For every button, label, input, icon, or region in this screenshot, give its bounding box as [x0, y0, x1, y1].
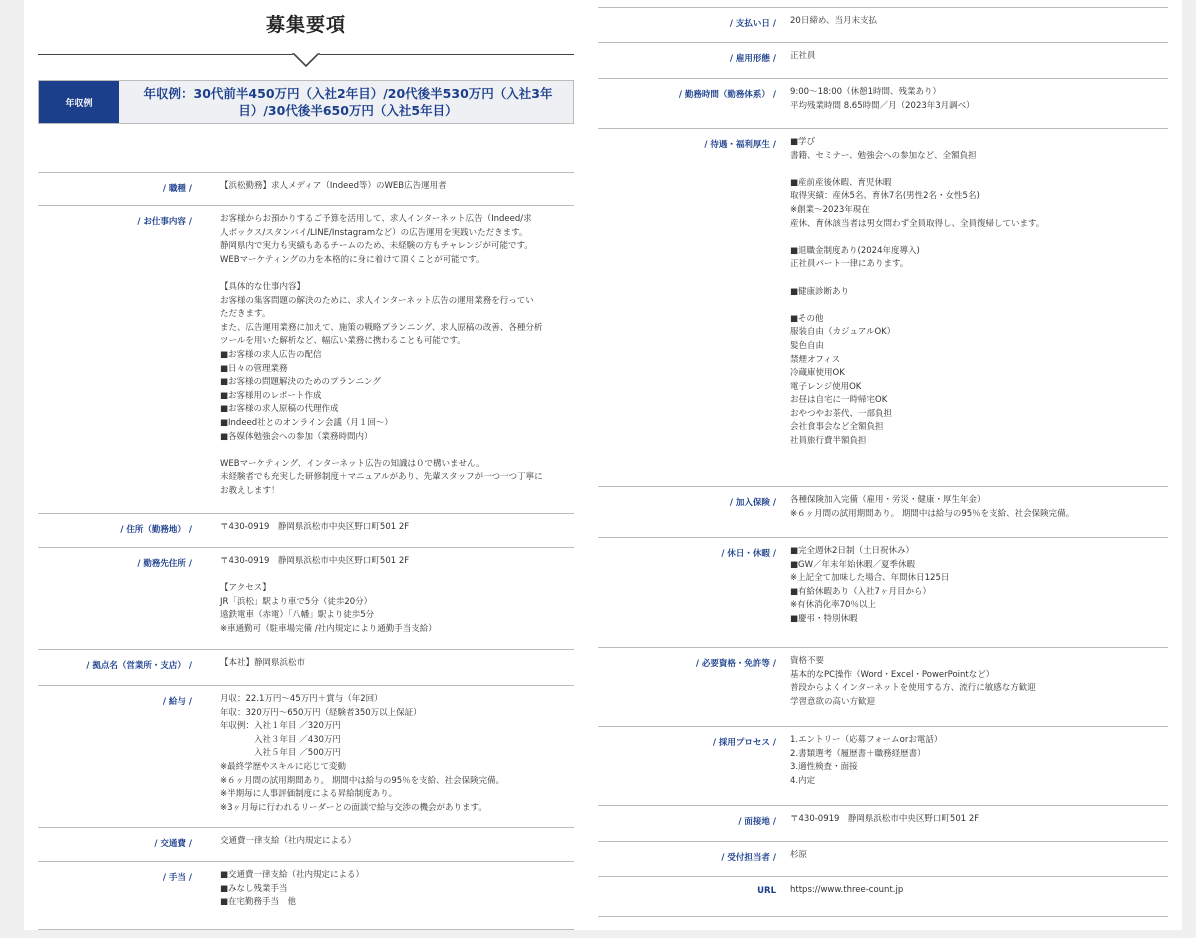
row-label: / 手当 /	[162, 873, 192, 883]
table-row	[598, 79, 1168, 129]
row-value: 正社員	[790, 51, 816, 61]
left-column	[38, 0, 574, 908]
table-row	[598, 487, 1168, 538]
title-divider	[38, 44, 574, 64]
row-value: 各種保険加入完備（雇用・労災・健康・厚生年金） ※６ヶ月間の試用期間あり。 期間中は給与の95％を支給、社会保険完備。	[790, 495, 1075, 519]
table-row	[598, 129, 1168, 487]
table-row	[598, 877, 1168, 917]
row-value: 【本社】静岡県浜松市	[220, 658, 306, 668]
row-label: / 必要資格・免許等 /	[695, 659, 776, 669]
page-title: 募集要項	[265, 14, 346, 36]
salary-highlight	[38, 80, 574, 124]
row-value: ■交通費一律支給（社内規定による） ■みなし残業手当 ■在宅勤務手当 他	[220, 870, 365, 908]
table-row	[598, 43, 1168, 79]
chevron-down-icon	[292, 52, 320, 68]
row-label: / 加入保険 /	[729, 498, 776, 508]
row-value: 月収：22.1万円〜45万円＋賞与（年2回） 年収：320万円〜650万円（経験者350万以上保証） 年収例：入社１年目 ／320万円 入社３年目 ／430万円 入社５年目 ／500万円 ※最終学歴やスキルに応じて変動 ※６ヶ月間の試用期間あり。 期間中は給与の95％を支給、社会保険完備。 ※半期毎に人事評価制度による昇給制度あり。 ※3ヶ月毎に行われるリーダーとの面談で給与交渉の機会があります。	[220, 694, 505, 813]
row-value: お客様からお預かりするご予算を活用して、求人インターネット広告（Indeed/求 人ボックス/スタンバイ/LINE/Instagramなど）の広告運用を実践いただきます。 静岡県内で実力も実績もあるチームのため、未経験の方もチャレンジが可能です。 WEBマーケティングの力を本格的に身に着けて頂くことが可能です。 【具体的な仕事内容】 お客様の集客問題の解決のために、求人インターネット広告の運用業務を行ってい ただきます。 また、広告運用業務に加えて、施策の戦略プランニング、求人原稿の改善、各種分析 ツールを用いた解析など、幅広い業務に携わることも可能です。 ■お客様の求人広告の配信 ■日々の管理業務 ■お客様の問題解決のためのプランニング ■お客様用のレポート作成 ■お客様の求人原稿の代理作成 ■Indeed社とのオンライン会議（月１回〜） ■各媒体勉強会への参加（業務時間内） WEBマーケティング、インターネット広告の知識は０で構いません。 未経験者でも充実した研修制度＋マニュアルがあり、先輩スタッフが一つ一つ丁寧に お教えします！	[220, 214, 543, 496]
row-label: / 待遇・福利厚生 /	[704, 140, 776, 150]
row-value: 〒430-0919 静岡県浜松市中央区野口町501 2F	[220, 522, 410, 532]
row-label: / 休日・休暇 /	[721, 549, 776, 559]
table-row	[38, 650, 574, 686]
row-value: 〒430-0919 静岡県浜松市中央区野口町501 2F 【アクセス】 JR「浜松」駅より車で5分（徒歩20分） 遠鉄電車（赤電）「八幡」駅より徒歩5分 ※車通勤可（駐車場完備 /社内規定により通勤手当支給）	[220, 556, 437, 634]
row-value: 〒430-0919 静岡県浜松市中央区野口町501 2F	[790, 814, 980, 824]
row-value: 20日締め、当月末支払	[790, 16, 877, 26]
row-value: ■完全週休2日制（土日祝休み） ■GW／年末年始休暇／夏季休暇 ※上記全て加味した場合、年間休日125日 ■有給休暇あり（入社7ヶ月目から） ※有休消化率70％以上 ■慶弔・特別休暇	[790, 546, 950, 624]
page	[24, 0, 1182, 930]
table-row	[598, 727, 1168, 806]
row-label: / 採用プロセス /	[712, 738, 776, 748]
row-value: 9:00〜18:00（休憩1時間、残業あり） 平均残業時間 8.65時間／月（2023年3月調べ）	[790, 87, 975, 111]
row-label: / 受付担当者 /	[721, 853, 776, 863]
row-value: 杉原	[790, 850, 808, 860]
row-label: / 支払い日 /	[729, 19, 776, 29]
row-label: / 勤務先住所 /	[137, 559, 192, 569]
row-label: / 給与 /	[162, 697, 192, 707]
row-label: / お仕事内容 /	[137, 217, 192, 227]
row-value: 【浜松勤務】求人メディア（Indeed等）のWEB広告運用者	[220, 181, 447, 191]
row-value: ■学び 書籍、セミナー、勉強会への参加など、全額負担 ■産前産後休暇、育児休暇 取得実績：産休5名、育休7名(男性2名・女性5名) ※創業〜2023年現在 産休、育休該当者は男女問わず全員取得し、全員復帰しています。 ■退職金制度あり(2024年度導入) 正社員パート一律にあります。 ■健康診断あり ■その他 服装自由（カジュアルOK） 髪色自由 禁煙オフィス 冷蔵庫使用OK 電子レンジ使用OK お昼は自宅に一時帰宅OK おやつやお茶代、一部負担 会社食事会など全額負担 社員旅行費半額負担	[790, 137, 1045, 447]
table-row	[38, 514, 574, 548]
row-label: / 勤務時間（勤務体系） /	[678, 90, 776, 100]
row-value: https://www.three-count.jp	[790, 885, 904, 895]
row-label: URL	[757, 886, 776, 896]
row-label: / 面接地 /	[738, 817, 776, 827]
row-value: 交通費一律支給（社内規定による）	[220, 836, 357, 846]
table-row	[598, 648, 1168, 727]
salary-text: 年収例：30代前半450万円（入社2年目）/20代後半530万円（入社3年目）/30代後半650万円（入社5年目）	[119, 81, 573, 123]
table-row	[38, 686, 574, 828]
row-label: / 職種 /	[162, 184, 192, 194]
table-row	[38, 172, 574, 206]
row-value: 1.エントリー（応募フォームorお電話） 2.書類選考（履歴書＋職務経歴書） 3.適性検査・面接 4.内定	[790, 735, 943, 786]
row-label: / 住所（勤務地） /	[120, 525, 192, 535]
table-row	[38, 206, 574, 514]
table-row	[38, 828, 574, 862]
row-label: / 交通費 /	[154, 839, 192, 849]
table-row	[38, 862, 574, 930]
salary-label: 年収例	[39, 81, 119, 123]
table-row	[598, 7, 1168, 43]
table-row	[38, 548, 574, 650]
row-value: 資格不要 基本的なPC操作（Word・Excel・PowerPointなど） 普段からよくインターネットを使用する方、流行に敏感な方歓迎 学習意欲の高い方歓迎	[790, 656, 1036, 707]
table-row	[598, 806, 1168, 842]
table-row	[598, 538, 1168, 648]
row-label: / 拠点名（営業所・支店） /	[86, 661, 192, 671]
row-label: / 雇用形態 /	[729, 54, 776, 64]
table-row	[598, 842, 1168, 877]
